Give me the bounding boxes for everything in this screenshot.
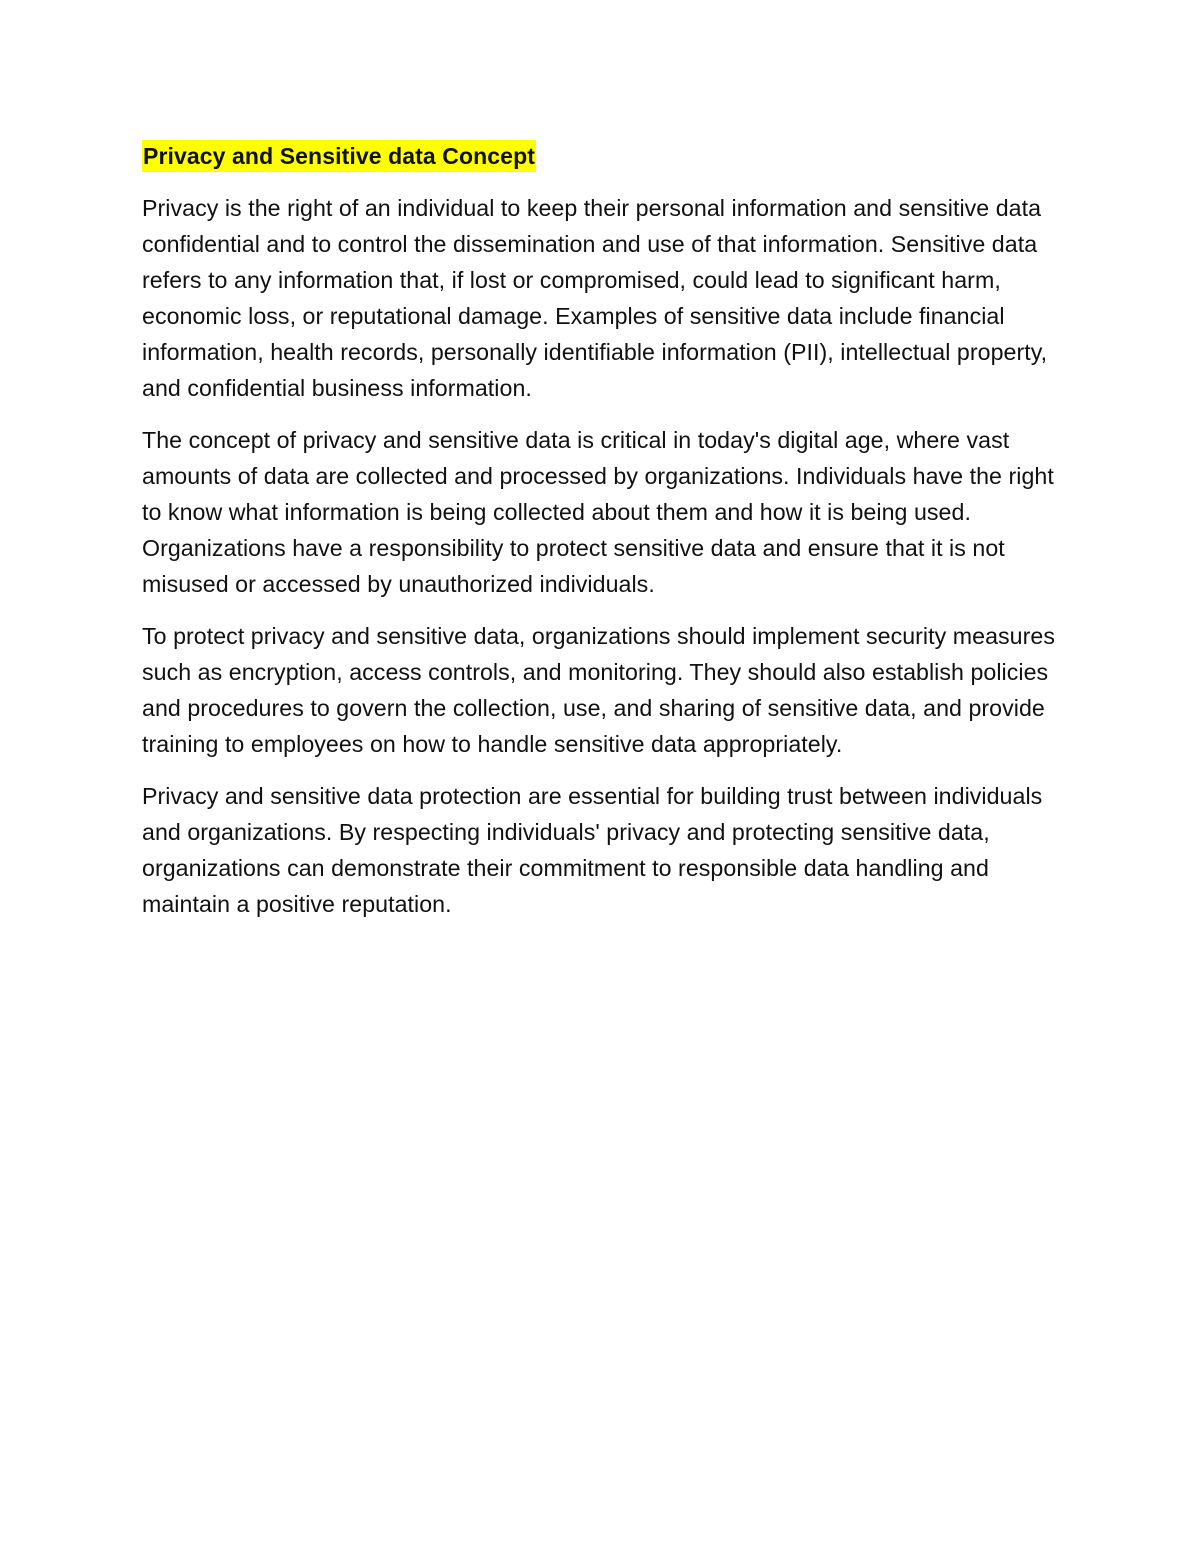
paragraph-digital-age: The concept of privacy and sensitive data is critical in today's digital age, where vast amounts of data are collected and processed by organizations. Individuals have the right to know what information is being collected about them and how it is being used. Organizations have a responsibility to protect sensitive data and ensure that it is not misused or accessed by unauthorized individuals. [142,427,1054,597]
document-body [142,140,1062,938]
paragraph-protection-measures: To protect privacy and sensitive data, organizations should implement security measures such as encryption, access controls, and monitoring. They should also establish policies and procedures to govern the collection, use, and sharing of sensitive data, and provide training to employees on how to handle sensitive data appropriately. [142,623,1055,757]
document-heading: Privacy and Sensitive data Concept [142,140,536,172]
paragraph-building-trust: Privacy and sensitive data protection are essential for building trust between individuals and organizations. By respecting individuals' privacy and protecting sensitive data, organizations can demonstrate their commitment to responsible data handling and maintain a positive reputation. [142,783,1043,917]
paragraph-privacy-definition: Privacy is the right of an individual to keep their personal information and sensitive data confidential and to control the dissemination and use of that information. Sensitive data refers to any information that, if lost or compromised, could lead to significant harm, economic loss, or reputational damage. Examples of sensitive data include financial information, health records, personally identifiable information (PII), intellectual property, and confidential business information. [142,195,1048,401]
heading-row [142,140,1062,176]
